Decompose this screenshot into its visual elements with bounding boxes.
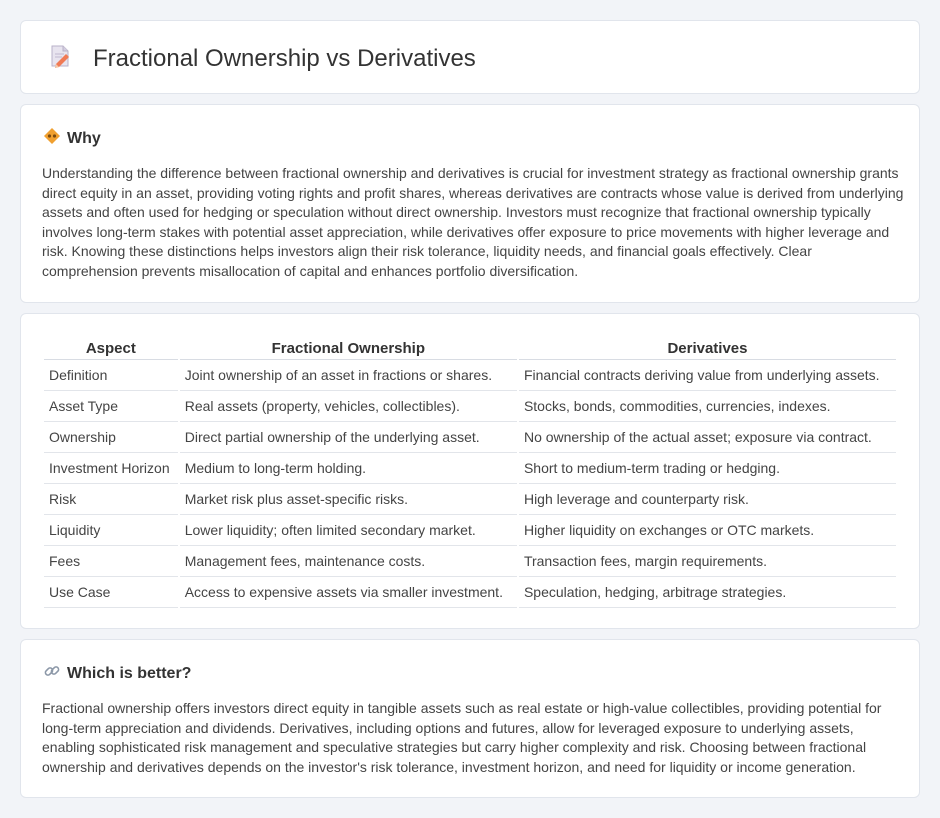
table-row <box>44 360 896 391</box>
title-row <box>47 43 476 74</box>
aspect-cell: Definition <box>44 360 178 391</box>
fractional-cell: Direct partial ownership of the underlying asset. <box>180 422 517 453</box>
aspect-cell: Risk <box>44 484 178 515</box>
table-row <box>44 577 896 608</box>
aspect-cell: Fees <box>44 546 178 577</box>
better-text: Fractional ownership offers investors direct equity in tangible assets such as real estate or high-value collectibles, providing potential for long-term appreciation and dividends. Derivatives, including options and futures, allow for leveraged exposure to underlying assets, enabling sophisticated risk management and speculative strategies but carry higher complexity and risk. Choosing between fractional ownership and derivatives depends on the investor's risk tolerance, investment horizon, and need for liquidity or income generation. <box>42 700 882 775</box>
fractional-cell: Market risk plus asset-specific risks. <box>180 484 517 515</box>
diamond-sign-icon <box>43 127 61 150</box>
derivatives-cell: Financial contracts deriving value from underlying assets. <box>519 360 896 391</box>
fractional-cell: Lower liquidity; often limited secondary market. <box>180 515 517 546</box>
fractional-cell: Joint ownership of an asset in fractions or shares. <box>180 360 517 391</box>
page-title: Fractional Ownership vs Derivatives <box>93 44 476 72</box>
aspect-cell: Use Case <box>44 577 178 608</box>
derivatives-cell: Higher liquidity on exchanges or OTC markets. <box>519 515 896 546</box>
table-row <box>44 391 896 422</box>
header-fractional-ownership: Fractional Ownership <box>180 332 517 360</box>
derivatives-cell: Speculation, hedging, arbitrage strategies. <box>519 577 896 608</box>
fractional-cell: Access to expensive assets via smaller investment. <box>180 577 517 608</box>
better-heading: Which is better? <box>67 664 192 682</box>
comparison-table <box>42 332 898 608</box>
derivatives-cell: Transaction fees, margin requirements. <box>519 546 896 577</box>
why-heading: Why <box>67 129 101 147</box>
derivatives-cell: Stocks, bonds, commodities, currencies, indexes. <box>519 391 896 422</box>
derivatives-cell: High leverage and counterparty risk. <box>519 484 896 515</box>
aspect-cell: Liquidity <box>44 515 178 546</box>
fractional-cell: Real assets (property, vehicles, collectibles). <box>180 391 517 422</box>
better-heading-row <box>43 662 191 685</box>
fractional-cell: Management fees, maintenance costs. <box>180 546 517 577</box>
derivatives-cell: Short to medium-term trading or hedging. <box>519 453 896 484</box>
which-is-better-card <box>20 639 920 798</box>
table-row <box>44 515 896 546</box>
why-heading-row <box>43 127 101 150</box>
aspect-cell: Ownership <box>44 422 178 453</box>
comparison-table-card <box>20 313 920 629</box>
header-derivatives: Derivatives <box>519 332 896 360</box>
table-header-row <box>44 332 896 360</box>
why-card <box>20 104 920 303</box>
why-text: Understanding the difference between fractional ownership and derivatives is crucial for investment strategy as fractional ownership grants direct equity in an asset, providing voting rights and profit shares, whereas derivatives are contracts whose value is derived from underlying assets and often used for hedging or speculation without direct ownership. Investors must recognize that fractional ownership typically involves long-term stakes with potential asset appreciation, while derivatives offer exposure to price movements with higher leverage and risk. Knowing these distinctions helps investors align their risk tolerance, liquidity needs, and financial goals effectively. Clear comprehension prevents misallocation of capital and enhances portfolio diversification. <box>42 165 904 279</box>
document-pencil-icon <box>47 43 73 74</box>
table-row <box>44 453 896 484</box>
table-row <box>44 546 896 577</box>
header-aspect: Aspect <box>44 332 178 360</box>
table-row <box>44 422 896 453</box>
derivatives-cell: No ownership of the actual asset; exposure via contract. <box>519 422 896 453</box>
link-icon <box>43 662 61 685</box>
aspect-cell: Investment Horizon <box>44 453 178 484</box>
fractional-cell: Medium to long-term holding. <box>180 453 517 484</box>
aspect-cell: Asset Type <box>44 391 178 422</box>
table-row <box>44 484 896 515</box>
title-card <box>20 20 920 94</box>
